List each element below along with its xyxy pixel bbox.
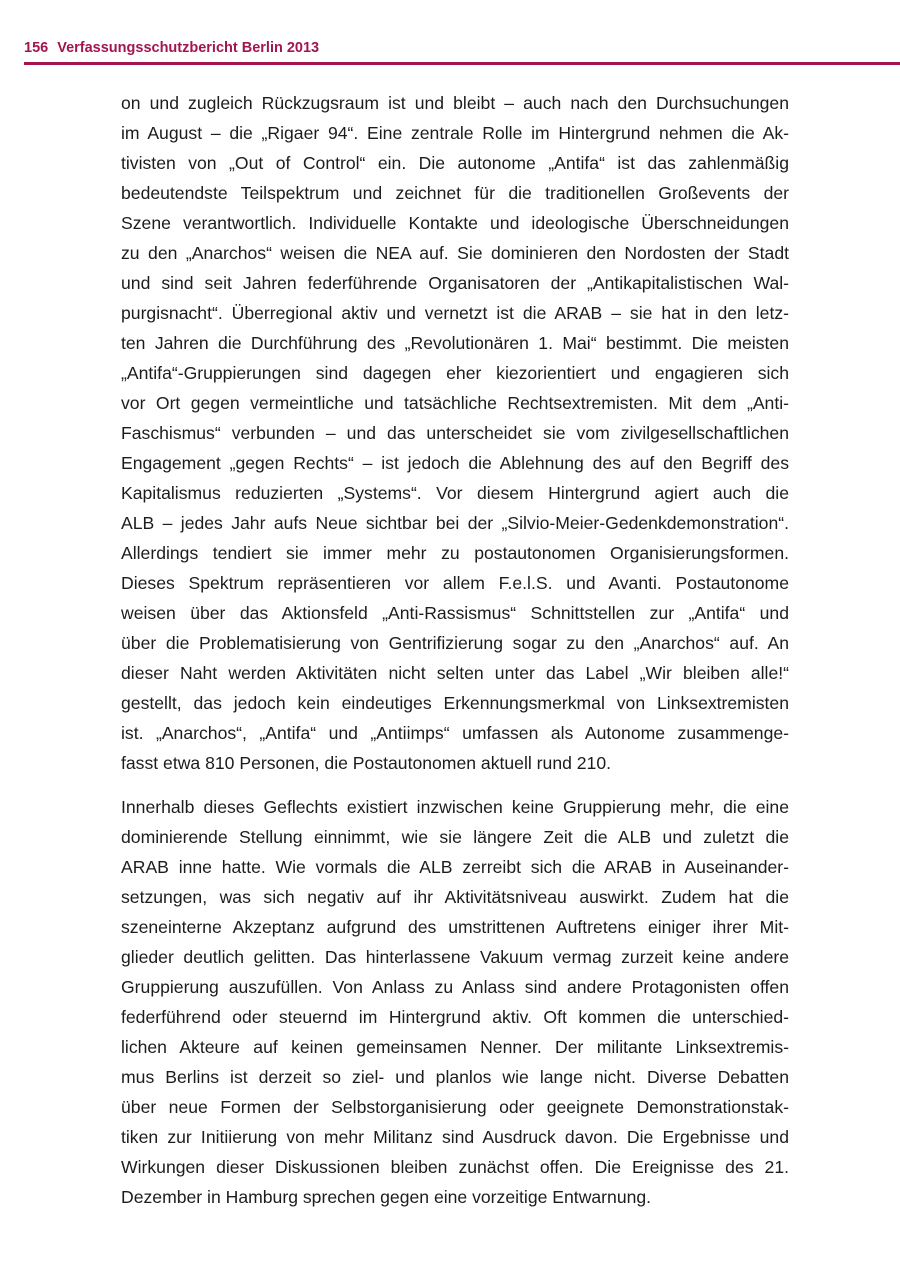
text-line: on und zugleich Rückzugsraum ist und bleibt – auch nach den Durchsuchungen bbox=[121, 93, 789, 113]
text-line: „Antifa“-Gruppierungen sind dagegen eher kiezorientiert und engagieren sich bbox=[121, 363, 789, 383]
text-line: purgisnacht“. Überregional aktiv und vernetzt ist die ARAB – sie hat in den letz- bbox=[121, 303, 789, 323]
text-line: dieser Naht werden Aktivitäten nicht selten unter das Label „Wir bleiben alle!“ bbox=[121, 663, 789, 683]
text-line: Allerdings tendiert sie immer mehr zu postautonomen Organisierungsformen. bbox=[121, 543, 789, 563]
paragraph-spacer bbox=[121, 778, 789, 792]
text-line: federführend oder steuernd im Hintergrund aktiv. Oft kommen die unterschied- bbox=[121, 1007, 789, 1027]
text-line: Szene verantwortlich. Individuelle Kontakte und ideologische Überschneidungen bbox=[121, 213, 789, 233]
text-line: Wirkungen dieser Diskussionen bleiben zunächst offen. Die Ereignisse des 21. bbox=[121, 1157, 789, 1177]
text-line: dominierende Stellung einnimmt, wie sie längere Zeit die ALB und zuletzt die bbox=[121, 827, 789, 847]
text-line: ist. „Anarchos“, „Antifa“ und „Antiimps“ umfassen als Autonome zusammenge- bbox=[121, 723, 789, 743]
text-line: gestellt, das jedoch kein eindeutiges Erkennungsmerkmal von Linksextremisten bbox=[121, 693, 789, 713]
paragraph-2 bbox=[121, 792, 789, 1212]
text-line: bedeutendste Teilspektrum und zeichnet für die traditionellen Großevents der bbox=[121, 183, 789, 203]
header-rule bbox=[24, 62, 900, 65]
running-head bbox=[24, 40, 319, 56]
text-line: über neue Formen der Selbstorganisierung oder geeignete Demonstrationstak- bbox=[121, 1097, 789, 1117]
page-number: 156 bbox=[24, 40, 49, 56]
text-line: weisen über das Aktionsfeld „Anti-Rassismus“ Schnittstellen zur „Antifa“ und bbox=[121, 603, 789, 623]
text-line: lichen Akteure auf keinen gemeinsamen Nenner. Der militante Linksextremis- bbox=[121, 1037, 789, 1057]
text-line: Faschismus“ verbunden – und das unterscheidet sie vom zivilgesellschaftlichen bbox=[121, 423, 789, 443]
text-line: tiken zur Initiierung von mehr Militanz sind Ausdruck davon. Die Ergebnisse und bbox=[121, 1127, 789, 1147]
text-line: glieder deutlich gelitten. Das hinterlassene Vakuum vermag zurzeit keine andere bbox=[121, 947, 789, 967]
page-header bbox=[24, 38, 900, 66]
text-line: Gruppierung auszufüllen. Von Anlass zu Anlass sind andere Protagonisten offen bbox=[121, 977, 789, 997]
text-line: Dezember in Hamburg sprechen gegen eine vorzeitige Entwarnung. bbox=[121, 1187, 652, 1207]
text-line: setzungen, was sich negativ auf ihr Aktivitätsniveau auswirkt. Zudem hat die bbox=[121, 887, 789, 907]
text-line: Kapitalismus reduzierten „Systems“. Vor diesem Hintergrund agiert auch die bbox=[121, 483, 789, 503]
text-line: zu den „Anarchos“ weisen die NEA auf. Sie dominieren den Nordosten der Stadt bbox=[121, 243, 789, 263]
text-line: ARAB inne hatte. Wie vormals die ALB zerreibt sich die ARAB in Auseinander- bbox=[121, 857, 789, 877]
text-line: szeneinterne Akzeptanz aufgrund des umstrittenen Auftretens einiger ihrer Mit- bbox=[121, 917, 789, 937]
text-line: Engagement „gegen Rechts“ – ist jedoch die Ablehnung des auf den Begriff des bbox=[121, 453, 789, 473]
text-line: Innerhalb dieses Geflechts existiert inzwischen keine Gruppierung mehr, die eine bbox=[121, 797, 789, 817]
text-line: und sind seit Jahren federführende Organisatoren der „Antikapitalistischen Wal- bbox=[121, 273, 789, 293]
paragraph-1 bbox=[121, 88, 789, 778]
text-line: tivisten von „Out of Control“ ein. Die autonome „Antifa“ ist das zahlenmäßig bbox=[121, 153, 789, 173]
text-line: Dieses Spektrum repräsentieren vor allem F.e.l.S. und Avanti. Postautonome bbox=[121, 573, 789, 593]
text-line: über die Problematisierung von Gentrifizierung sogar zu den „Anarchos“ auf. An bbox=[121, 633, 789, 653]
text-line: ten Jahren die Durchführung des „Revolutionären 1. Mai“ bestimmt. Die meisten bbox=[121, 333, 789, 353]
text-line: mus Berlins ist derzeit so ziel- und planlos wie lange nicht. Diverse Debatten bbox=[121, 1067, 789, 1087]
text-line: im August – die „Rigaer 94“. Eine zentrale Rolle im Hintergrund nehmen die Ak- bbox=[121, 123, 789, 143]
text-line: ALB – jedes Jahr aufs Neue sichtbar bei der „Silvio-Meier-Gedenkdemonstration“. bbox=[121, 513, 789, 533]
publication-title: Verfassungsschutzbericht Berlin 2013 bbox=[57, 40, 320, 56]
text-line: fasst etwa 810 Personen, die Postautonomen aktuell rund 210. bbox=[121, 753, 612, 773]
body-text bbox=[121, 88, 789, 1212]
text-line: vor Ort gegen vermeintliche und tatsächliche Rechtsextremisten. Mit dem „Anti- bbox=[121, 393, 789, 413]
